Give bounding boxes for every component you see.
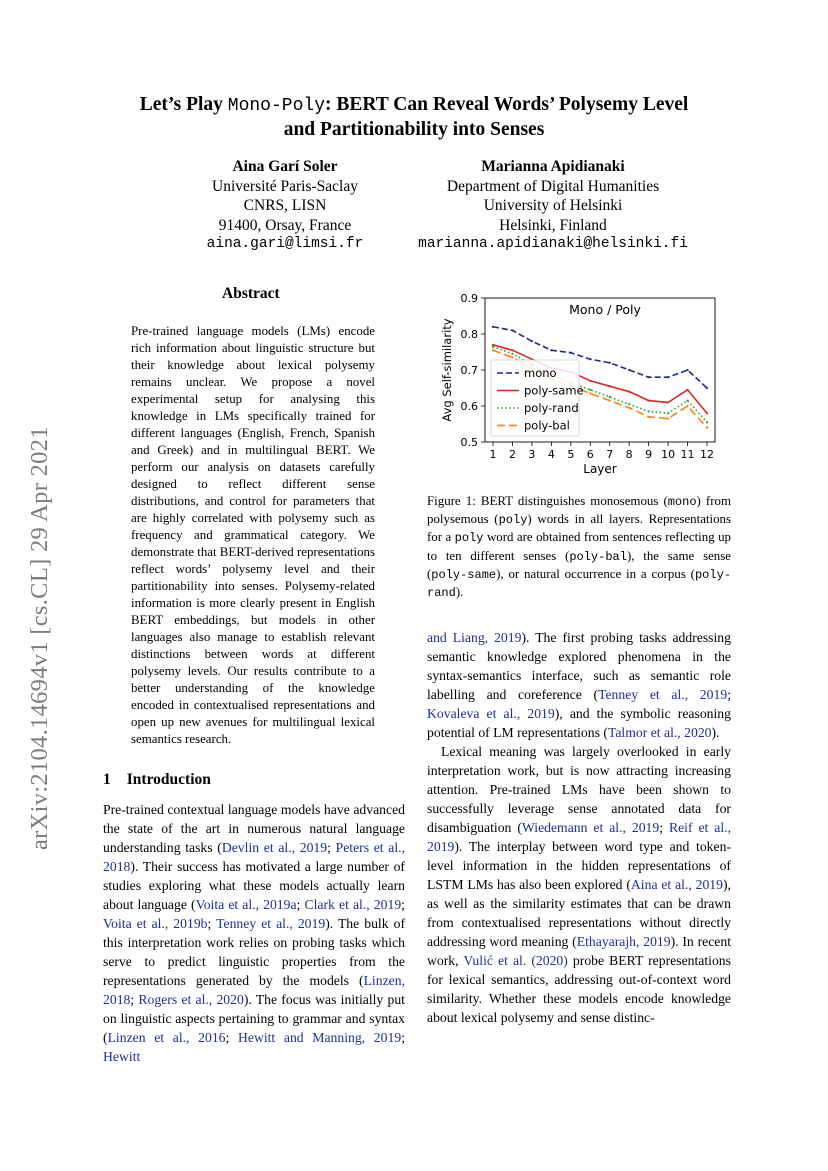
text-run: ; <box>327 840 336 855</box>
text-run: ) words in all layers. Representations for a <box>427 512 731 545</box>
data-point-poly-bal <box>609 400 611 402</box>
x-tick-label: 7 <box>606 448 614 461</box>
data-point-poly-rand <box>511 353 513 355</box>
author-affiliation: Department of Digital Humanities <box>446 177 660 195</box>
data-point-mono <box>609 362 611 364</box>
text-run: ). The interplay between word type and token-level information in the hidden representations of LSTM LMs has also been explored ( <box>427 839 731 892</box>
code-term: poly-bal <box>569 549 627 564</box>
y-tick-label: 0.9 <box>460 292 478 305</box>
text-run: ). In recent work, <box>427 934 731 968</box>
citation-link[interactable]: Talmor et al., 2020 <box>607 725 712 740</box>
author-name: Marianna Apidianaki <box>481 158 625 175</box>
citation-link[interactable]: Hewitt and Manning, 2019 <box>237 1030 402 1045</box>
x-tick-label: 8 <box>625 448 633 461</box>
data-point-mono <box>706 387 708 389</box>
citation-link[interactable]: Voita et al., 2019a <box>195 897 297 912</box>
code-term: poly <box>498 513 528 528</box>
section-number: 1 <box>103 771 111 788</box>
author-email: aina.gari@limsi.fr <box>206 236 364 253</box>
text-run: ), the same sense ( <box>427 548 731 581</box>
data-point-poly-same <box>511 349 513 351</box>
y-tick-label: 0.7 <box>460 364 478 377</box>
data-point-mono <box>589 358 591 360</box>
x-axis-label: Layer <box>583 462 617 476</box>
citation-link[interactable]: Wiedemann et al., 2019 <box>521 820 660 835</box>
data-point-poly-bal <box>589 392 591 394</box>
citation-link[interactable]: Vulić et al. (2020) <box>463 953 568 968</box>
title-post: : BERT Can Reveal Words’ Polysemy Level <box>325 94 689 115</box>
arxiv-stamp: arXiv:2104.14694v1 [cs.CL] 29 Apr 2021 <box>26 426 53 850</box>
citation-link[interactable]: Linzen, 2018 <box>103 973 405 1007</box>
x-tick-label: 2 <box>508 448 516 461</box>
citation-link[interactable]: Voita et al., 2019b <box>103 916 208 931</box>
citation-link[interactable]: and Liang, 2019 <box>427 630 522 645</box>
section-title: Introduction <box>126 771 211 788</box>
text-run: ; <box>225 1030 238 1045</box>
citation-link[interactable]: Tenney et al., 2019 <box>598 687 728 702</box>
data-point-poly-rand <box>492 346 494 348</box>
author-affiliation: CNRS, LISN <box>243 197 327 215</box>
author-affiliation: University of Helsinki <box>483 197 623 215</box>
legend-label: mono <box>524 366 557 380</box>
citation-link[interactable]: Hewitt <box>103 1049 141 1064</box>
x-tick-label: 6 <box>586 448 594 461</box>
data-point-poly-bal <box>492 349 494 351</box>
citation-link[interactable]: Rogers et al., 2020 <box>138 992 244 1007</box>
legend-label: poly-bal <box>524 418 570 433</box>
title-code: Mono-Poly <box>227 96 325 116</box>
data-point-poly-bal <box>628 407 630 409</box>
data-point-poly-same <box>706 412 708 414</box>
data-point-poly-rand <box>706 421 708 423</box>
text-run: probe BERT representations for lexical semantics, addressing out-of-context word similarity. Whether these models encode knowledge about lexical polysemy and sense distinc- <box>427 953 731 1025</box>
data-point-poly-same <box>609 385 611 387</box>
paragraph <box>427 628 731 742</box>
x-tick-label: 1 <box>489 448 497 461</box>
text-run: ), as well as the similarity estimates that can be drawn from contextualised representations without directly addressing word meaning ( <box>427 877 731 949</box>
data-point-poly-bal <box>648 416 650 418</box>
author-email: marianna.apidianaki@helsinki.fi <box>418 236 688 253</box>
citation-link[interactable]: Peters et al., 2018 <box>103 840 405 874</box>
y-tick-label: 0.6 <box>460 400 478 413</box>
text-run: ). The bulk of this interpretation work relies on probing tasks which serve to predict linguistic properties from the representations generated by the models ( <box>103 916 405 988</box>
citation-link[interactable]: Aina et al., 2019 <box>630 877 723 892</box>
data-point-poly-rand <box>589 389 591 391</box>
data-point-poly-same <box>648 400 650 402</box>
text-run: ; <box>727 687 731 702</box>
data-point-poly-rand <box>686 400 688 402</box>
x-tick-label: 10 <box>661 448 676 461</box>
data-point-mono <box>686 369 688 371</box>
data-point-poly-bal <box>667 418 669 420</box>
author-affiliation: 91400, Orsay, France <box>218 216 352 234</box>
text-run: ). The focus was initially put on linguistic aspects pertaining to grammar and syntax ( <box>103 992 405 1045</box>
data-point-mono <box>531 340 533 342</box>
y-tick-label: 0.8 <box>460 328 478 341</box>
data-point-mono <box>648 376 650 378</box>
data-point-poly-bal <box>706 427 708 429</box>
data-point-mono <box>511 329 513 331</box>
data-point-poly-rand <box>648 410 650 412</box>
author-affiliation: Helsinki, Finland <box>499 216 607 234</box>
data-point-poly-same <box>589 380 591 382</box>
code-term: poly-same <box>431 567 497 582</box>
code-term: poly <box>454 531 484 546</box>
y-tick-label: 0.5 <box>460 436 478 449</box>
data-point-poly-bal <box>686 405 688 407</box>
figure-1-chart <box>428 287 732 479</box>
author-block-1 <box>170 157 400 255</box>
paragraph <box>427 742 731 1027</box>
text-run: ; <box>130 992 139 1007</box>
citation-link[interactable]: Tenney et al., 2019 <box>216 916 326 931</box>
text-run: ). <box>455 585 464 600</box>
text-run: ; <box>401 897 405 912</box>
x-tick-label: 5 <box>567 448 575 461</box>
citation-link[interactable]: Devlin et al., 2019 <box>221 840 328 855</box>
x-tick-label: 9 <box>645 448 653 461</box>
code-term: mono <box>667 495 697 509</box>
y-axis-label: Avg Self-similarity <box>440 318 454 422</box>
section-heading <box>103 771 211 789</box>
author-affiliation: Université Paris-Saclay <box>212 177 358 195</box>
text-run: ). Their success has motivated a large number of studies exploring what these models actually learn about language ( <box>103 859 405 912</box>
data-point-poly-same <box>667 401 669 403</box>
data-point-poly-same <box>628 391 630 393</box>
text-run: ), or natural occurrence in a corpus ( <box>496 566 695 581</box>
text-run: ; <box>659 820 669 835</box>
text-run: Figure 1: BERT distinguishes monosemous ( <box>427 494 668 508</box>
text-run: ; <box>401 1030 405 1045</box>
text-run: ) from polysemous ( <box>427 494 731 527</box>
data-point-mono <box>667 376 669 378</box>
citation-link[interactable]: Kovaleva et al., 2019 <box>427 706 555 721</box>
x-tick-label: 4 <box>547 448 555 461</box>
x-tick-label: 12 <box>700 448 714 461</box>
data-point-poly-rand <box>609 396 611 398</box>
author-name: Aina Garí Soler <box>232 158 338 175</box>
data-point-poly-rand <box>628 403 630 405</box>
text-run: ; <box>296 897 305 912</box>
text-run: ). <box>711 725 720 740</box>
text-run: Pre-trained contextual language models have advanced the state of the art in numerous natural language understanding tasks ( <box>103 802 405 855</box>
data-point-poly-same <box>686 389 688 391</box>
abstract-text: Pre-trained language models (LMs) encode rich information about linguistic structure but their knowledge about lexical polysemy remains unclear. We propose a novel experimental setup for analysing this knowledge in LMs specifically trained for different languages (English, French, Spanish and Greek) and in multilingual BERT. We perform our analysis on datasets carefully designed to reflect different sense distributions, and control for parameters that are highly correlated with polysemy such as frequency and grammatical category. We demonstrate that BERT-derived representations reflect words’ polysemy level and their partitionability into senses. Polysemy-related information is more clearly present in English BERT embeddings, but models in other languages also manage to establish relevant distinctions between words at different polysemy levels. Our results contribute to a better understanding of the knowledge encoded in contextualised representations and open up new avenues for multilingual lexical semantics research. <box>131 324 375 746</box>
text-run: word are obtained from sentences reflecting up to ten different senses ( <box>427 530 731 563</box>
text-run: ; <box>207 916 217 931</box>
title-line2: and Partitionability into Senses <box>283 119 545 140</box>
abstract-heading: Abstract <box>222 285 280 302</box>
paper-title <box>90 93 738 141</box>
citation-link[interactable]: Clark et al., 2019 <box>304 897 402 912</box>
legend-label: poly-same <box>524 383 584 398</box>
data-point-mono <box>628 369 630 371</box>
text-run: ). The first probing tasks addressing semantic knowledge explored phenomena in the syntax-semantics interface, such as semantic role labelling and coreference ( <box>427 630 731 702</box>
author-block-2 <box>392 157 714 255</box>
text-run: ), and the symbolic reasoning potential of LM representations ( <box>427 706 731 740</box>
title-pre: Let’s Play <box>139 94 228 115</box>
citation-link[interactable]: Linzen et al., 2016 <box>107 1030 226 1045</box>
figure-caption <box>427 493 731 602</box>
text-run: Lexical meaning was largely overlooked in early interpretation work, but is now attracting increasing attention. Pre-trained LMs have been shown to successfully leverage sense annotated data for disambiguation ( <box>427 744 731 835</box>
data-point-poly-rand <box>667 412 669 414</box>
chart-title: Mono / Poly <box>569 302 641 317</box>
data-point-poly-bal <box>511 356 513 358</box>
data-point-mono <box>492 326 494 328</box>
citation-link[interactable]: Ethayarajh, 2019 <box>576 934 671 949</box>
x-tick-label: 11 <box>680 448 695 461</box>
code-term: poly-rand <box>427 567 731 601</box>
right-column-text <box>427 628 731 1027</box>
citation-link[interactable]: Reif et al., 2019 <box>427 820 731 854</box>
x-tick-label: 3 <box>528 448 536 461</box>
data-point-mono <box>570 352 572 354</box>
data-point-mono <box>550 349 552 351</box>
legend-label: poly-rand <box>524 401 579 415</box>
intro-paragraph <box>103 800 405 1066</box>
